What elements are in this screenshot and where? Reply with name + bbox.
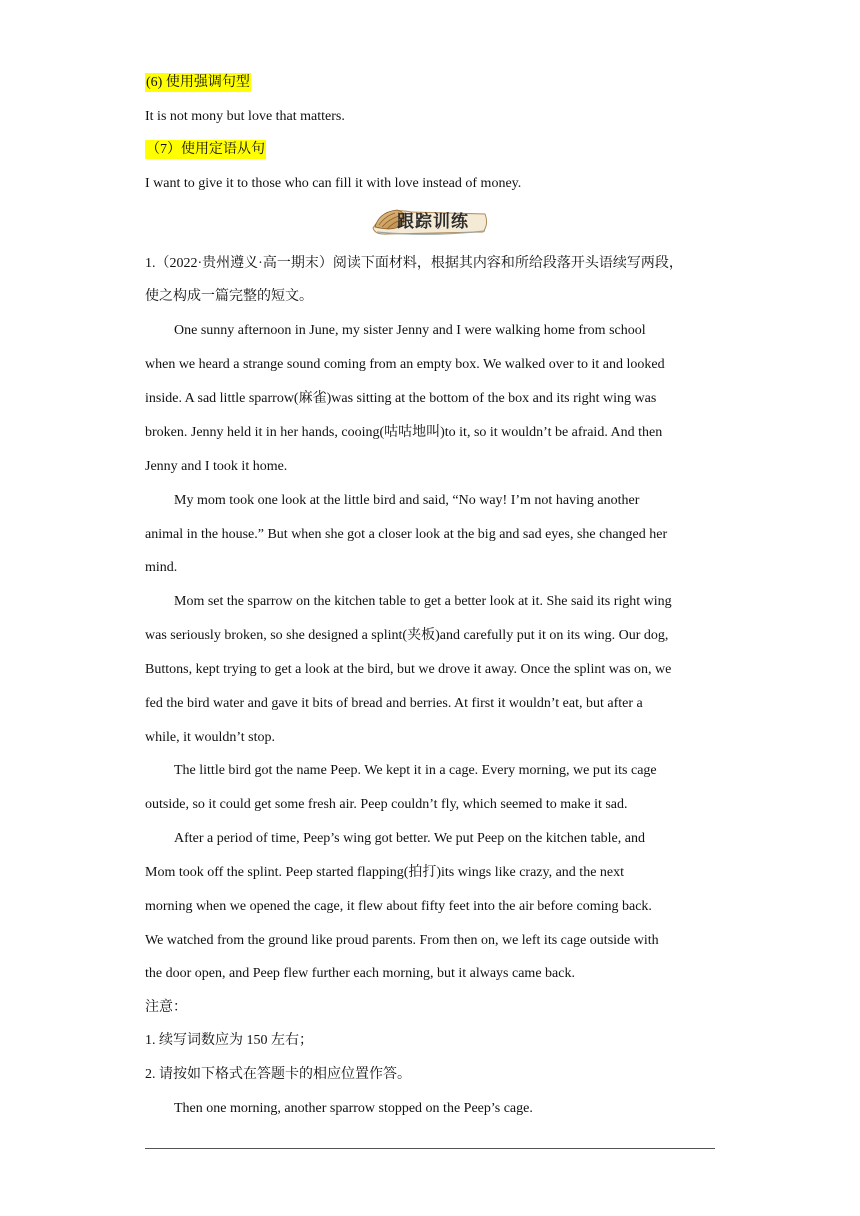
banner-label: 跟踪训练 — [397, 212, 469, 232]
passage-line: We watched from the ground like proud parents. From then on, we left its cage outside with — [145, 933, 659, 948]
passage-line: Mom set the sparrow on the kitchen table to get a better look at it. She said its right wing — [174, 594, 672, 609]
passage-line: outside, so it could get some fresh air. Peep couldn’t fly, which seemed to make it sad. — [145, 797, 628, 812]
section-6-heading: (6) 使用强调句型 — [146, 75, 250, 90]
passage-line: Mom took off the splint. Peep started flapping(拍打)its wings like crazy, and the next — [145, 865, 625, 880]
section-6-sentence: It is not mony but love that matters. — [145, 109, 345, 124]
passage-line: animal in the house.” But when she got a closer look at the big and sad eyes, she changed her — [145, 527, 668, 542]
passage-line: broken. Jenny held it in her hands, cooing(咕咕地叫)to it, so it wouldn’t be afraid. And then — [145, 425, 663, 440]
continuation-opening: Then one morning, another sparrow stopped on the Peep’s cage. — [174, 1101, 533, 1116]
section-7-sentence: I want to give it to those who can fill it with love instead of money. — [145, 176, 522, 191]
passage-line: After a period of time, Peep’s wing got better. We put Peep on the kitchen table, and — [174, 831, 645, 846]
passage-line: morning when we opened the cage, it flew about fifty feet into the air before coming back. — [145, 899, 652, 914]
passage-line: The little bird got the name Peep. We kept it in a cage. Every morning, we put its cage — [174, 763, 657, 778]
answer-divider — [145, 1148, 715, 1149]
passage-line: was seriously broken, so she designed a splint(夹板)and carefully put it on its wing. Our dog, — [145, 628, 669, 643]
passage-line: Buttons, kept trying to get a look at the bird, but we drove it away. Once the splint was on, we — [145, 662, 672, 677]
passage-line: while, it wouldn’t stop. — [145, 730, 276, 745]
passage-line: Jenny and I took it home. — [145, 459, 288, 474]
passage-line: when we heard a strange sound coming from an empty box. We walked over to it and looked — [145, 357, 665, 372]
passage-line: inside. A sad little sparrow(麻雀)was sitting at the bottom of the box and its right wing was — [145, 391, 657, 406]
passage-line: the door open, and Peep flew further each morning, but it always came back. — [145, 966, 575, 981]
note-2: 2. 请按如下格式在答题卡的相应位置作答。 — [145, 1067, 411, 1082]
question-intro-line-1: 1.（2022·贵州遵义·高一期末）阅读下面材料，根据其内容和所给段落开头语续写两段， — [145, 256, 683, 271]
note-1: 1. 续写词数应为 150 左右； — [145, 1033, 313, 1048]
question-intro-line-2: 使之构成一篇完整的短文。 — [145, 289, 313, 304]
passage-line: My mom took one look at the little bird and said, “No way! I’m not having another — [174, 493, 640, 508]
practice-banner — [367, 204, 491, 238]
passage-line: mind. — [145, 560, 178, 575]
notes-label: 注意： — [145, 1000, 187, 1015]
passage-line: fed the bird water and gave it bits of bread and berries. At first it wouldn’t eat, but after a — [145, 696, 643, 711]
passage-line: One sunny afternoon in June, my sister Jenny and I were walking home from school — [174, 323, 646, 338]
section-7-heading: （7）使用定语从句 — [146, 142, 265, 157]
